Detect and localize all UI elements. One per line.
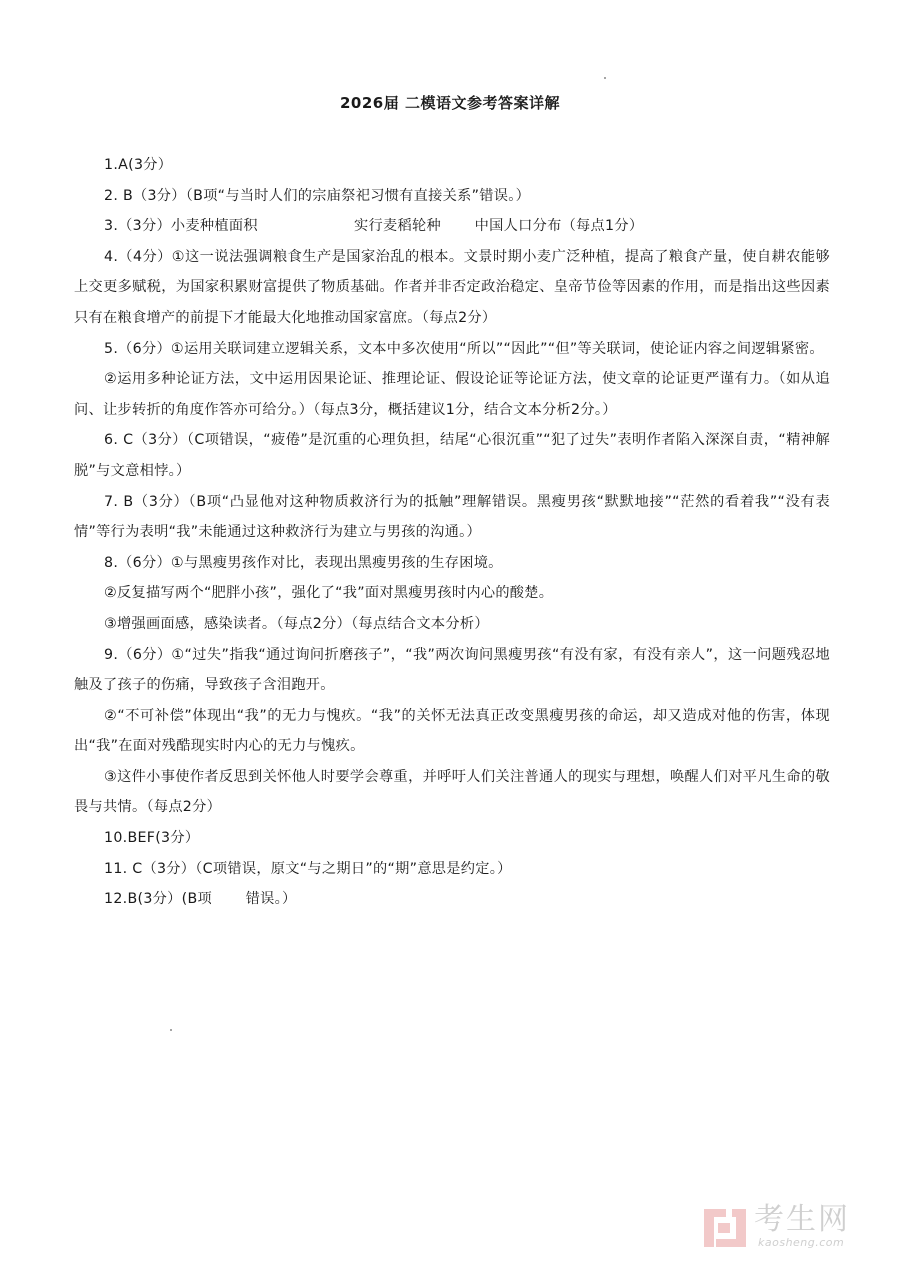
- watermark-name: 考生网: [754, 1202, 850, 1237]
- answer-line: ③增强画面感，感染读者。（每点2分）（每点结合文本分析）: [104, 615, 489, 632]
- answer-line: ③这件小事使作者反思到关怀他人时要学会尊重，并呼吁人们关注普通人的现实与理想，唤醒人们对平凡生命的敬畏与共情。（每点2分）: [74, 768, 830, 816]
- answer-line: 8.（6分）①与黑瘦男孩作对比，表现出黑瘦男孩的生存困境。: [104, 554, 503, 571]
- kaosheng-logo-icon: [702, 1205, 748, 1251]
- answer-line: ②反复描写两个“肥胖小孩”，强化了“我”面对黑瘦男孩时内心的酸楚。: [104, 585, 554, 602]
- watermark-url: kaosheng.com: [758, 1236, 845, 1249]
- answer-line: 1.A(3分）: [104, 157, 173, 173]
- answer-line: 11. C（3分）（C项错误，原文“与之期日”的“期”意思是约定。）: [104, 860, 512, 877]
- answer-line: 4.（4分）①这一说法强调粮食生产是国家治乱的根本。文景时期小麦广泛种植，提高了粮食产量，使自耕农能够上交更多赋税，为国家积累财富提供了物质基础。作者并非否定政治稳定、皇帝节俭等因素的作用，而是指出这些因素只有在粮食增产的前提下才能最大化地推动国家富庶。（每点2分）: [74, 248, 830, 326]
- answer-line: 3.（3分）小麦种植面积 实行麦稻轮种 中国人口分布（每点1分）: [104, 218, 644, 235]
- answer-line: ②“不可补偿”体现出“我”的无力与愧疚。“我”的关怀无法真正改变黑瘦男孩的命运，却又造成对他的伤害，体现出“我”在面对残酷现实时内心的无力与愧疚。: [74, 707, 830, 755]
- watermark: [702, 1203, 878, 1253]
- answer-line: 7. B（3分）（B项“凸显他对这种物质救济行为的抵触”理解错误。黑瘦男孩“默默地接”“茫然的看着我”“没有表情”等行为表明“我”未能通过这种救济行为建立与男孩的沟通。）: [74, 493, 830, 541]
- answer-line: 6. C（3分）（C项错误，“疲倦”是沉重的心理负担，结尾“心很沉重”“犯了过失”表明作者陷入深深自责，“精神解脱”与文意相悖。）: [74, 432, 830, 479]
- page-dot-top: [604, 77, 606, 79]
- answer-line: 12.B(3分）(B项 错误。）: [104, 891, 297, 908]
- answer-line: 10.BEF(3分）: [104, 830, 200, 847]
- answer-line: 2. B（3分）（B项“与当时人们的宗庙祭祀习惯有直接关系”错误。）: [104, 187, 531, 204]
- answer-line: ②运用多种论证方法，文中运用因果论证、推理论证、假设论证等论证方法，使文章的论证更严谨有力。（如从追问、让步转折的角度作答亦可给分。）（每点3分，概括建议1分，结合文本分析2分。）: [74, 371, 830, 418]
- page-dot-bottom: [170, 1029, 172, 1031]
- page-title: 2026届 二模语文参考答案详解: [340, 94, 560, 112]
- answer-line: 5.（6分）①运用关联词建立逻辑关系，文本中多次使用“所以”“因此”“但”等关联词，使论证内容之间逻辑紧密。: [104, 340, 824, 357]
- answer-line: 9.（6分）①“过失”指我“通过询问折磨孩子”，“我”两次询问黑瘦男孩“有没有家，有没有亲人”，这一问题残忍地触及了孩子的伤痛，导致孩子含泪跑开。: [74, 646, 830, 694]
- answer-list: [74, 150, 830, 915]
